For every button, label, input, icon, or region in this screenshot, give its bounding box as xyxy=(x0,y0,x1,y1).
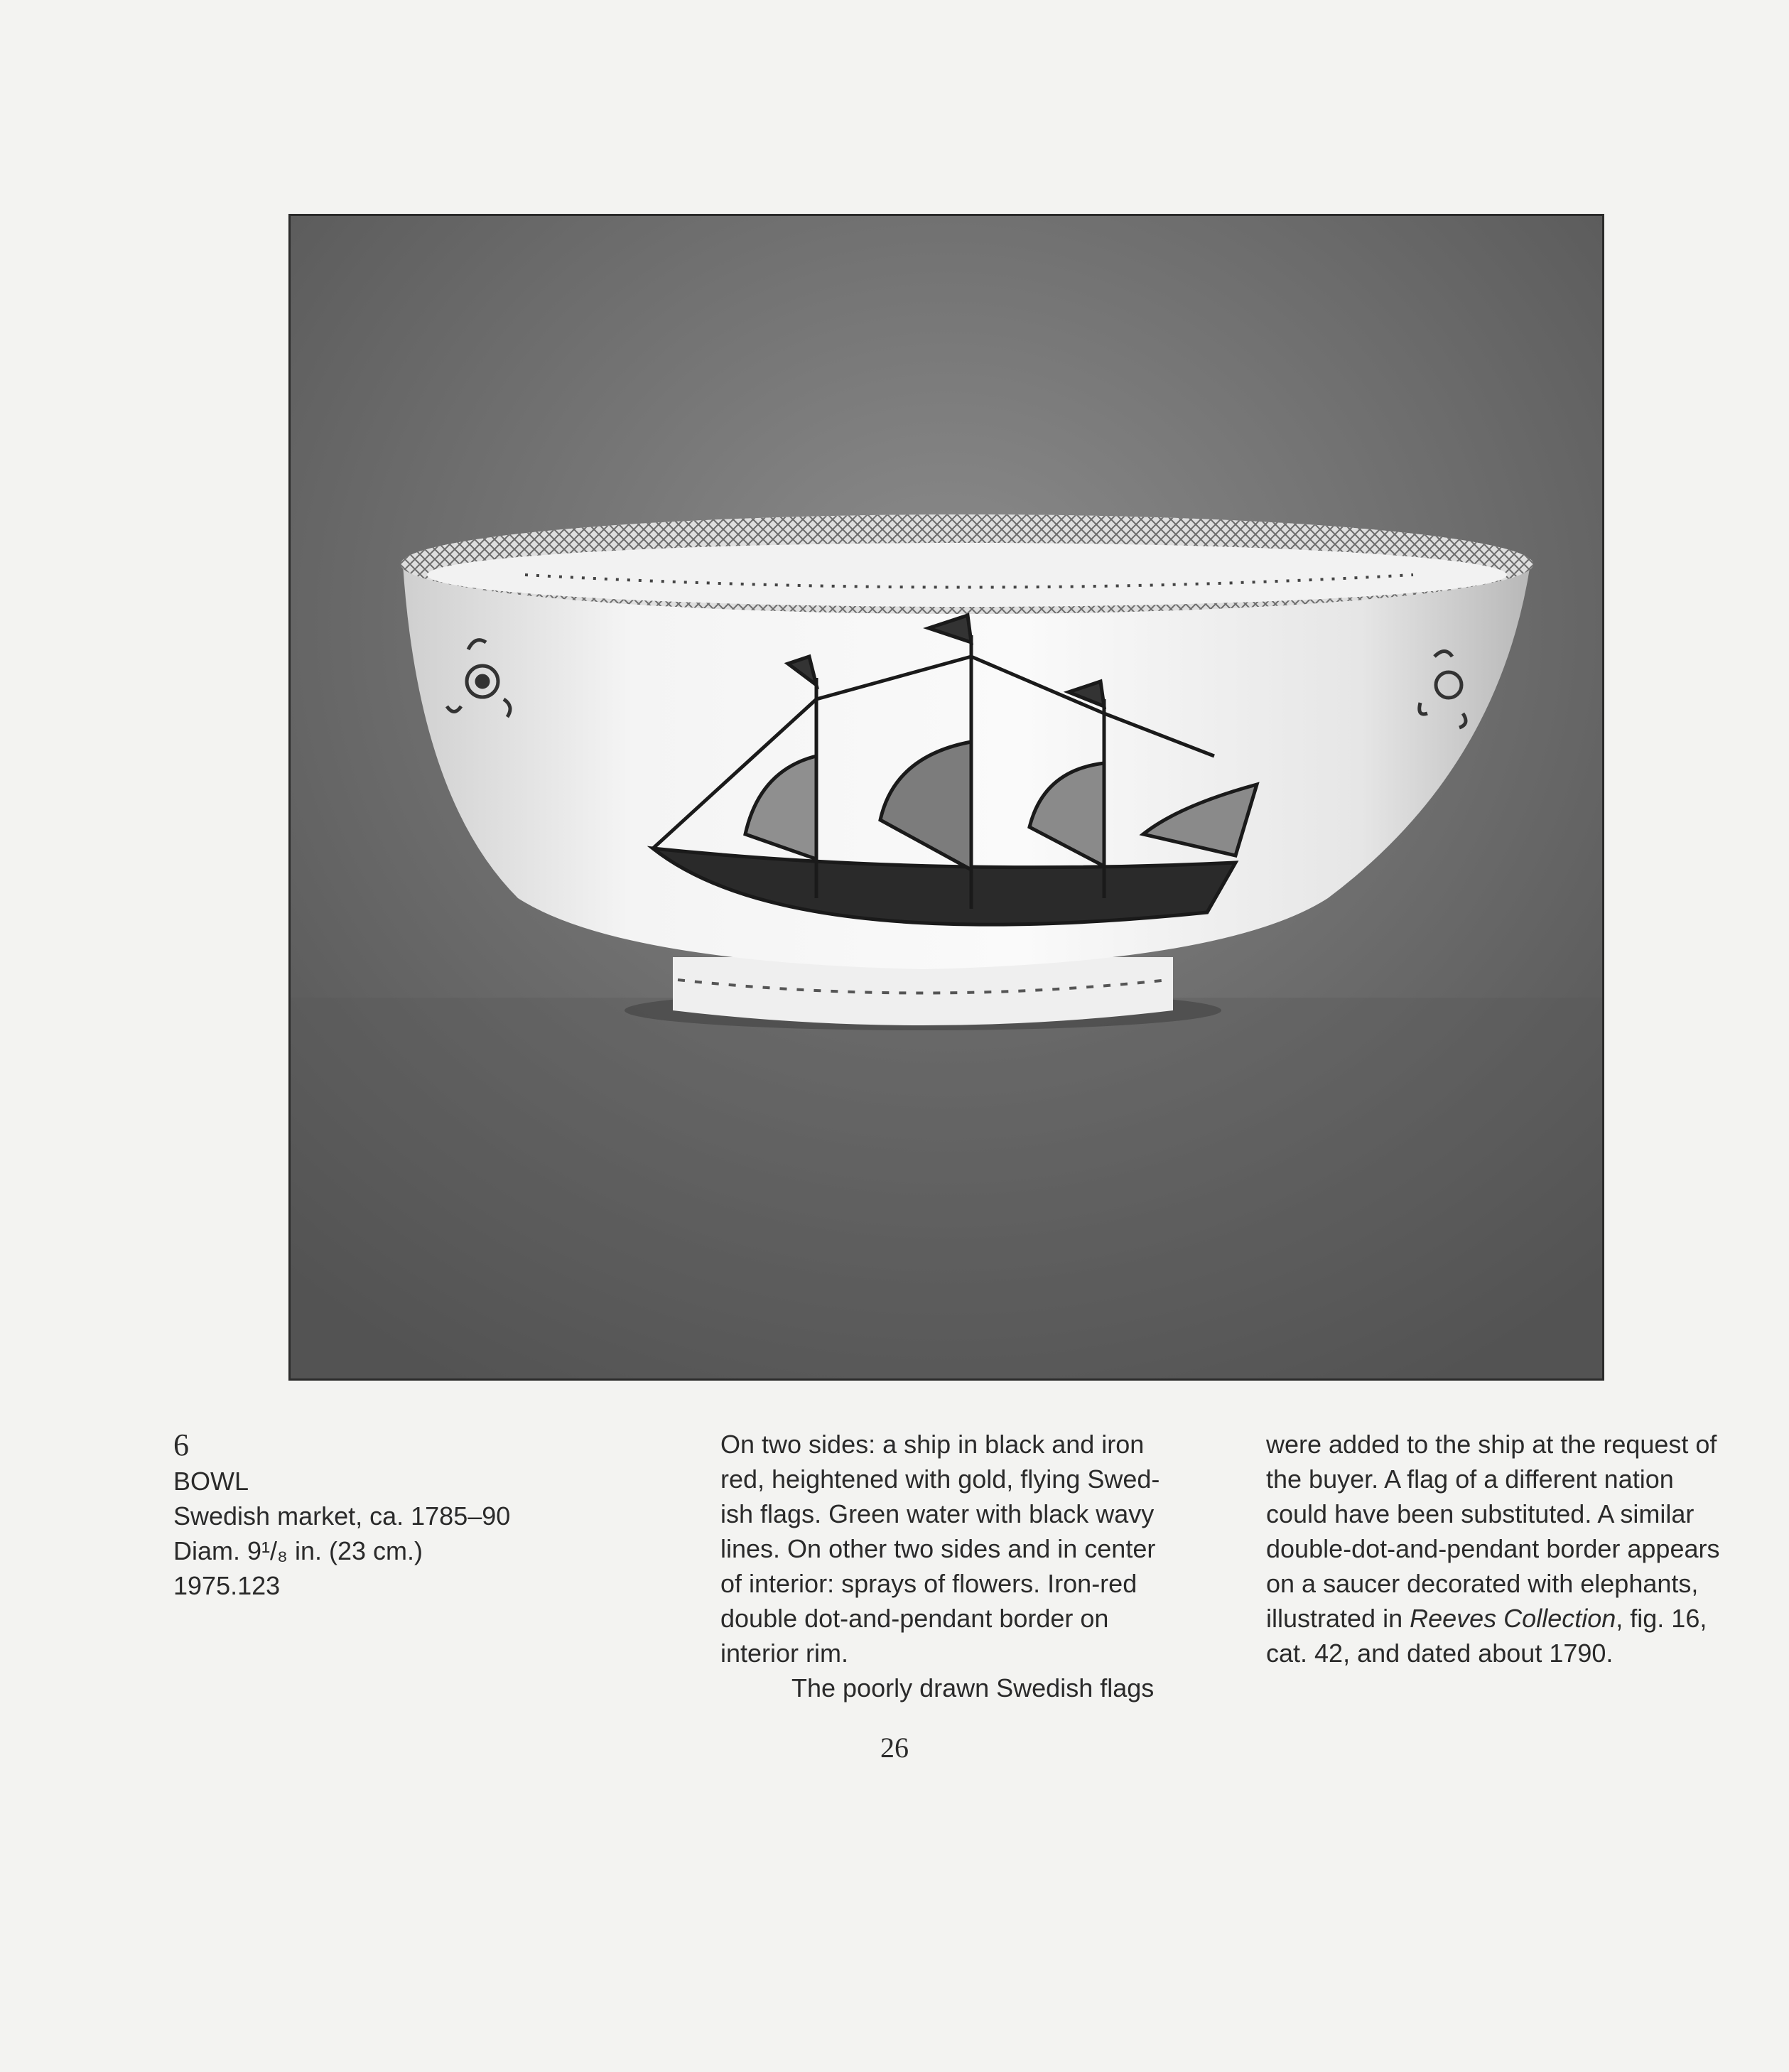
citation-line xyxy=(1266,1601,1735,1636)
accession-number: 1975.123 xyxy=(173,1571,281,1600)
description-line: the buyer. A flag of a different nation xyxy=(1266,1464,1674,1494)
citation-title: Reeves Collection xyxy=(1410,1604,1616,1633)
market-date: Swedish market, ca. 1785–90 xyxy=(173,1501,511,1531)
description-line: were added to the ship at the request of xyxy=(1266,1430,1717,1459)
citation-suffix: , fig. 16, xyxy=(1616,1604,1707,1633)
description-line: cat. 42, and dated about 1790. xyxy=(1266,1639,1614,1668)
description-line: lines. On other two sides and in center xyxy=(720,1534,1156,1563)
page-number: 26 xyxy=(880,1732,909,1764)
description-column-2 xyxy=(1266,1427,1735,1671)
description-line: ish flags. Green water with black wavy xyxy=(720,1499,1155,1528)
description-line: On two sides: a ship in black and iron xyxy=(720,1430,1145,1459)
catalog-identification xyxy=(173,1427,571,1603)
object-type: BOWL xyxy=(173,1467,249,1496)
bowl-photograph xyxy=(288,214,1604,1381)
description-line: could have been substituted. A similar xyxy=(1266,1499,1695,1528)
description-line: of interior: sprays of flowers. Iron-red xyxy=(720,1569,1137,1598)
description-line: The poorly drawn Swedish flags xyxy=(791,1673,1155,1703)
dimensions: Diam. 9¹/₈ in. (23 cm.) xyxy=(173,1536,423,1565)
citation-prefix: illustrated in xyxy=(1266,1604,1410,1633)
description-line: double dot-and-pendant border on xyxy=(720,1604,1109,1633)
description-column-1 xyxy=(720,1427,1189,1705)
description-line: double-dot-and-pendant border appears xyxy=(1266,1534,1720,1563)
description-line: interior rim. xyxy=(720,1639,849,1668)
description-line: on a saucer decorated with elephants, xyxy=(1266,1569,1699,1598)
description-line: red, heightened with gold, flying Swed- xyxy=(720,1464,1160,1494)
catalog-number: 6 xyxy=(173,1428,189,1462)
